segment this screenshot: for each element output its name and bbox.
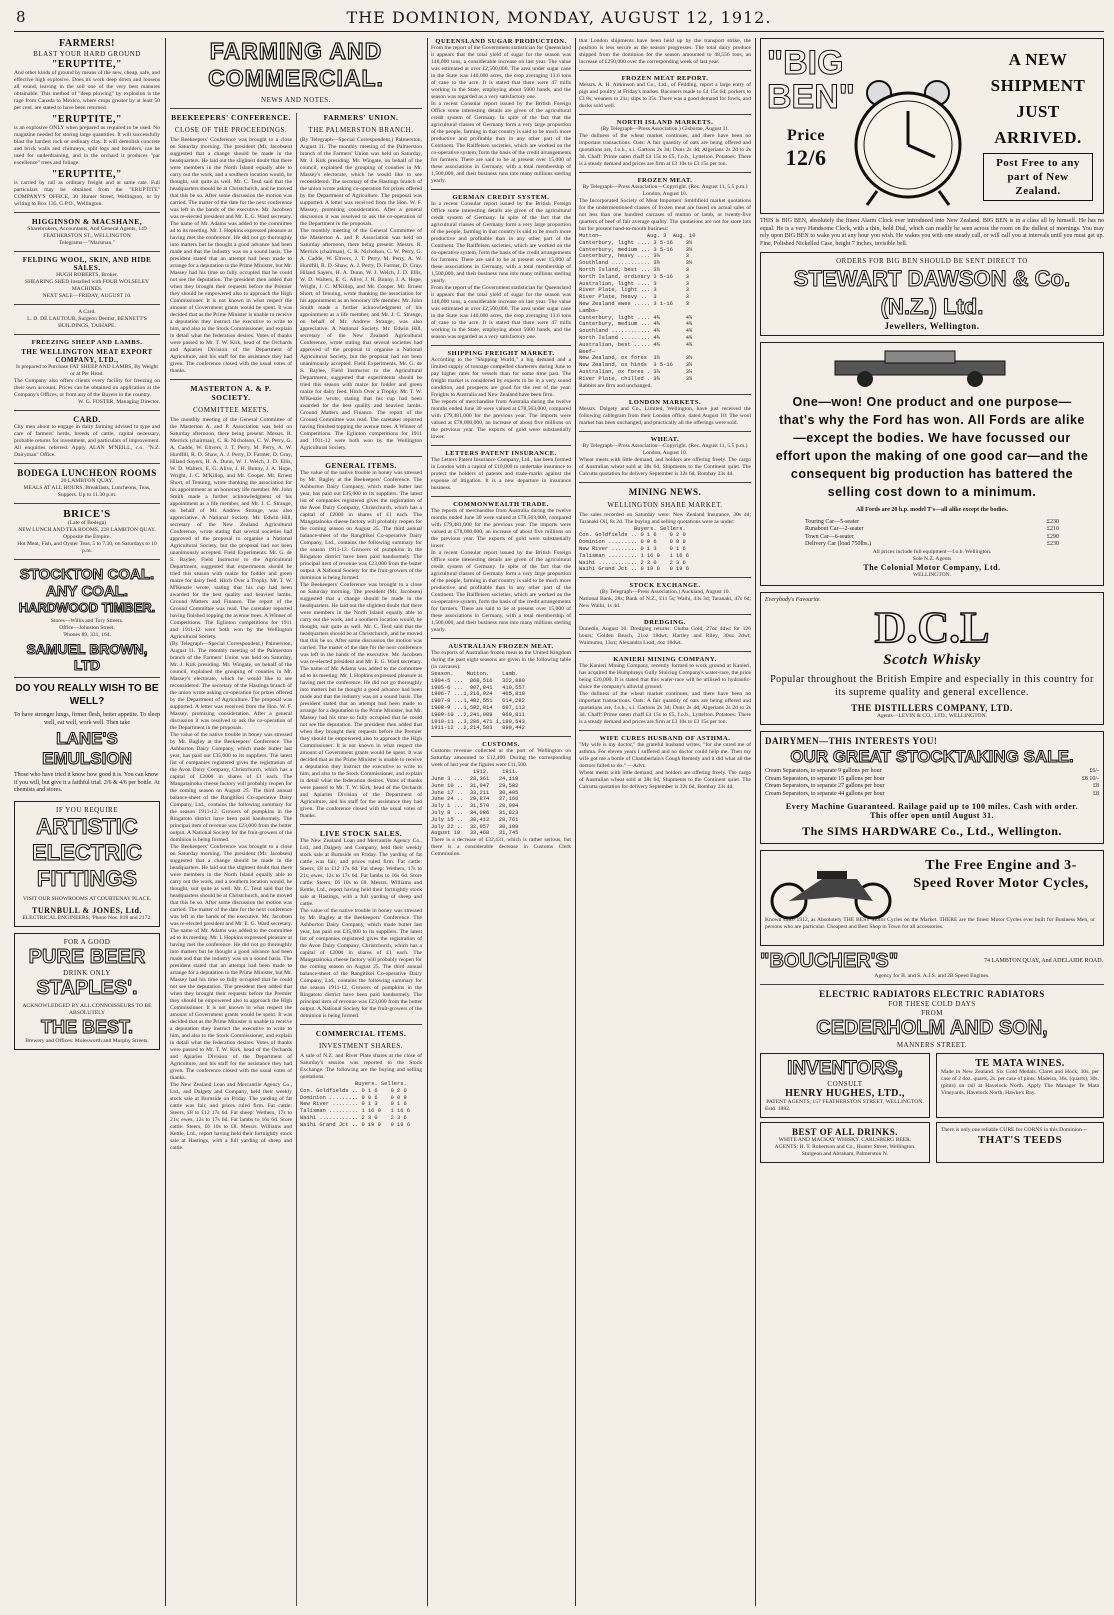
kanieri-body: The Kanieri Mining Company, recently formed to work ground at Kanieri, has acquired the Humphreys Gully Sluicing Company's water-race, the price being £20,000. It is stated that this water-race will be utilised to hydraulic-sluice the company's alluvial ground. bbox=[579, 663, 751, 691]
meat-export-body-2: The Company also offers clients every facility for freezing on their own account. Prices can be obtained on application at the Company's Offices, or from any of the Buyers in the country. bbox=[14, 378, 160, 398]
rover-body: Known since 1912, as Absolutely THE BEST Motor Cycles on the Market. THERE are the finest Motor Cycles ever built for Business Men, or persons who are particular. Cheapest and Best Shop in Town for all accessories. bbox=[765, 917, 1095, 930]
brewery-address: Brewery and Offices: Molesworth and Murphy Streets. bbox=[25, 1037, 149, 1044]
separator-row bbox=[765, 783, 1099, 791]
share-market-sub: WELLINGTON SHARE MARKET. bbox=[607, 500, 723, 509]
brices-body-2: Hot Meat, Fish, and Oyster Teas, 5 to 7.30, on Saturdays to 10 p.m. bbox=[17, 541, 157, 554]
bouchers-agency: Agency for B. and S. A.J.S. and 2B Speed Engines. bbox=[874, 973, 990, 979]
mining-news-heading: MINING NEWS. bbox=[628, 486, 702, 497]
stockton-coal: STOCKTON COAL. bbox=[19, 566, 155, 583]
colonial-motor-sub: WELLINGTON. bbox=[912, 571, 952, 578]
separator-price: £8 bbox=[1093, 783, 1099, 789]
general-items-heading: GENERAL ITEMS. bbox=[325, 461, 397, 470]
column-divider bbox=[427, 38, 428, 1606]
wheat-body: Wheat meets with little demand, and holders are offering freely. The cargo of Australian wheat sold at 38s 6d, Shipments to the Continent quiet. The Calcutta quotation for delivery September is 32s 6d, Bombay 33s 4d. bbox=[579, 456, 751, 477]
beekeepers-heading: BEEKEEPERS' CONFERENCE. bbox=[171, 113, 291, 122]
divider bbox=[14, 410, 160, 411]
frozen-meat-body: The Incorporated Society of Meat Importers' Smithfield market quotations for the undermentioned classes of frozen meat are based on actual sales of not less than one hundred carcases of mutton or lamb, or twenty-five quarters of beef of fair average quality. The quotations are not for store lots but for present hand-to-mouth business: bbox=[579, 198, 751, 232]
te-mata-body: Made in New Zealand. Six Gold Medals. Claret and Hock, 30s. per case of 2 doz. quarts, 2s. per case of pints. Madeira, 36s. (quarts), 30s. (pints) on rail at Havelock North. Apply The Manager Te Mata Vineyards, Havelock North, Hawke's Bay. bbox=[941, 1069, 1099, 1096]
price-box bbox=[771, 127, 841, 171]
white-mackay-ad bbox=[760, 1122, 930, 1163]
column-divider bbox=[575, 38, 576, 1606]
farming-right-subcolumn bbox=[300, 113, 422, 1606]
customs-table: 1912. 1911. June 3 ... 28,361 24,118 June 10 .. 31,047 29,582 June 17 .. 33,211 30,405 June 24 .. 29,874 27,166 July 1 ... 31,570 28,994 July 8 ... 34,086 31,823 July 15 .. 30,412 28,761 July 22 .. 32,957 30,109 August 10 33,468 31,745 bbox=[431, 769, 519, 837]
acknowledged-text: ACKNOWLEDGED BY ALL CONNOISSEURS TO BE ABSOLUTELY bbox=[22, 1002, 152, 1016]
ford-agents: Sole N.Z. Agents bbox=[912, 555, 952, 562]
masterton-body-cont-4: The New Zealand Loan and Mercantile Agency Co., Ltd., and Dalgety and Company, held their weekly stock sale at Burnside on Friday. The yarding of fat cattle was fair, and prices ruled firm. Fat cattle: Steers, £8 to £12 17s 6d. Fat sheep: Wethers, 17s to 21s; ewes, 12s to 17s 6d. Fat lambs to 16s 6d. Store cattle: Steers, £6 10s to £8. Messrs. Williams and Kettle, Ltd., report having held their fortnightly stock sale at Hastings, with a full yarding of sheep and cattle. bbox=[170, 1082, 292, 1151]
advertisements-column bbox=[760, 38, 1104, 1606]
separator-price: £6/- bbox=[1089, 768, 1099, 774]
divider bbox=[431, 496, 571, 497]
bodega-address: 20 LAMBTON QUAY. bbox=[60, 478, 114, 484]
mining-quotations-table: Buyers. Sellers. Con. Goldfields .. 0 1 6 0 2 0 Dominion ......... 0 0 6 0 0 9 New River ........ 0 1 3 0 1 6 Talisman ......... 1 16 0 1 16 6 Waihi ............ 2 3 0 2 3 6 Waihi Grand Jct .. 0 19 0 0 19 6 bbox=[579, 525, 689, 573]
customs-footer: There is a decrease of £32,431, which is rather serious, but there is a considerable decrease in Customs Clerk Commission. bbox=[431, 837, 571, 858]
divider bbox=[14, 212, 160, 213]
stock-exchange-heading: STOCK EXCHANGE. bbox=[629, 582, 701, 590]
farmers-subheading: BLAST YOUR HARD GROUND bbox=[33, 50, 141, 58]
feilding-broker: HUGH ROBERTS, Broker. bbox=[56, 272, 118, 278]
distillers-company: THE DISTILLERS COMPANY, LTD. bbox=[851, 703, 1013, 713]
masterton-sub: COMMITTEE MEETS. bbox=[192, 406, 270, 414]
ford-model-name: Town Car—6-seater bbox=[805, 533, 854, 540]
ford-model-price: £290 bbox=[1047, 533, 1059, 540]
fittings-text: FITTINGS bbox=[36, 865, 138, 891]
divider bbox=[579, 482, 751, 483]
offer-open: This offer open until August 31. bbox=[870, 811, 994, 820]
masthead bbox=[14, 6, 1104, 32]
separator-price: £8 bbox=[1093, 790, 1099, 797]
bouchers-name: "BOUCHER'S" bbox=[760, 950, 899, 972]
meat-export-body: Is prepared to Purchase FAT SHEEP AND LAMBS, By Weight or at Per Head. bbox=[16, 364, 158, 377]
ford-model-price: £210 bbox=[1047, 526, 1059, 532]
card2-heading: CARD. bbox=[73, 415, 101, 424]
bodega-body: MEALS AT ALL HOURS. Breakfasts, Luncheons, Teas, Suppers. Up to 11.30 p.m. bbox=[23, 485, 151, 498]
letters-patent-heading: LETTERS PATENT INSURANCE. bbox=[445, 450, 557, 457]
commercial-items-heading: COMMERCIAL ITEMS. bbox=[315, 1029, 407, 1038]
dcl-whisky-ad bbox=[760, 592, 1104, 726]
bodega-heading: BODEGA LUNCHEON ROOMS bbox=[17, 468, 157, 478]
live-stock-body-cont: The value of the native trouble in honey was stressed by Mr. Bagley at the Beekeepers' Conference. The Ashburton Dairy Company, which made butter last year, has paid out £35,000 to its suppliers. The latest list of companies registered gives the registration of the Avon Dairy Company, Christchurch, which has a capital of £2000 in shares of £1 each. The Mangatainoka cheese factory will probably reopen for the coming season on August 25. The third annual balance-sheet of the Rangitikei Co-operative Dairy Company, Ltd., contains the following summary for the season 1911-12. Growers of pumpkins in the Ringatoto district have been paid handsomely. The principal item of revenue was £23,000 from the butter output. A National Society for the fruit-growers of the dominion is being formed. bbox=[300, 908, 422, 1019]
live-stock-heading: LIVE STOCK SALES. bbox=[319, 829, 403, 838]
wife-cures-body-cont: Wheat meets with little demand, and holders are offering freely. The cargo of Australian wheat sold at 38s 6d, Shipments to the Continent quiet. The Calcutta quotation for delivery September is 32s 6d, Bombay 33s 4d. bbox=[579, 770, 751, 791]
german-credit-heading: GERMAN CREDIT SYSTEM. bbox=[452, 194, 550, 201]
dredging-heading: DREDGING. bbox=[644, 619, 686, 627]
divider bbox=[14, 334, 160, 335]
frozen-meat-footer: Rabbits are firm and unchanged. bbox=[579, 382, 652, 389]
subcolumn-divider bbox=[296, 113, 297, 1606]
card-body: L. D. DE LAUTOUR, Surgeon Dentist, BENNETT'S BUILDINGS, TAIHAPE. bbox=[27, 316, 147, 329]
next-sale: NEXT SALE—FRIDAY, AUGUST 16. bbox=[42, 293, 132, 299]
lanes-name: LANE'S bbox=[56, 729, 118, 748]
do-you-wish-heading: DO YOU REALLY WISH TO BE WELL? bbox=[15, 683, 159, 707]
price-value: 12/6 bbox=[785, 145, 827, 170]
divider bbox=[431, 445, 571, 446]
masterton-body-cont: (By Telegraph—Special Correspondent.) Palmerston, August 11. The monthly meeting of the Palmerston branch of the Farmers' Union was held on Saturday, Mr. J. Kirk presiding. Mr. Wingate, on behalf of the council, explained the grouping of counties in Mr. Massey's electorate, which he would like to see reconsidered. The secretary of the Hastings branch of the union wrote asking co-operation for prizes offered by the Department of Agriculture. The proposal was supported. A letter was received from the Hon. W. F. Massey, promising consideration. After a general discussion it was resolved to ask the co-operation of the Department in the proposals. bbox=[170, 641, 292, 731]
live-stock-body: The New Zealand Loan and Mercantile Agency Co., Ltd., and Dalgety and Company, held their weekly stock sale at Burnside on Friday. The yarding of fat cattle was fair, and prices ruled firm. Fat cattle: Steers, £8 to £12 17s 6d. Fat sheep: Wethers, 17s to 21s; ewes, 12s to 17s 6d. Fat lambs to 16s 6d. Store cattle: Steers, £6 10s to £8. Messrs. Williams and Kettle, Ltd., report having held their fortnightly stock sale at Hastings, with a full yarding of sheep and cattle. bbox=[300, 838, 422, 907]
staples-beer-ad bbox=[14, 933, 160, 1050]
bouchers-block bbox=[760, 950, 1104, 973]
column-divider bbox=[755, 38, 756, 1606]
divider bbox=[760, 984, 1104, 985]
divider bbox=[14, 677, 160, 678]
visit-showrooms: VISIT OUR SHOWROOMS AT COURTENAY PLACE. bbox=[22, 895, 152, 902]
frozen-meat-report-body: Messrs. A. H. Aitkinson and Co., Ltd., of Feilding, report a large entry of pigs and poultry at Friday's market. Baconers made to £4 15s 6d; porkers to £3 8s; weaners to 21s; slips to 35s. There was a good demand for fowls, and ducks sold well. bbox=[579, 82, 751, 109]
stewart-dawson-name: STEWART DAWSON & Co. (N.Z.) Ltd. bbox=[793, 266, 1071, 319]
card-heading: A Card. bbox=[78, 309, 96, 315]
separator-name: Cream Separators, to separate 27 gallons per hour bbox=[765, 783, 885, 789]
henry-hughes-name: HENRY HUGHES, LTD., bbox=[785, 1088, 905, 1099]
divider bbox=[300, 824, 422, 825]
ford-model-list bbox=[805, 519, 1059, 549]
shipping-freight-body: According to the "Shipping World," a big demand and a limited supply of tonnage compelled charterers during June to pay higher rates for vessels than for some time past. The freight market is considered by experts to be in a very sound condition, and prospects are good for the rest of the year. Freights to Australia and New Zealand have been firm. bbox=[431, 357, 571, 398]
customs-body: Customs revenue collected at the port of Wellington on Saturday amounted to £12,400. During the corresponding week of last year the figures were £11,500. bbox=[431, 748, 571, 769]
separator-name: Cream Separators, to separate 9 gallons per hour bbox=[765, 768, 882, 774]
farmers-union-heading: FARMERS' UNION. bbox=[323, 113, 399, 122]
brices-heading: BRICE'S bbox=[63, 508, 111, 520]
separator-price: £8 10/- bbox=[1081, 775, 1099, 782]
ford-model-row bbox=[805, 534, 1059, 542]
big-ben-ad bbox=[760, 38, 1104, 214]
radiators-heading: ELECTRIC RADIATORS ELECTRIC RADIATORS bbox=[819, 989, 1045, 999]
shipping-freight-heading: SHIPPING FREIGHT MARKET. bbox=[447, 350, 555, 357]
commercial-items-body: A sale of N.Z. and River Plate shares at the close of Saturday's session was reported to the Stock Exchange. The following are the buying and selling quotations. bbox=[300, 1053, 422, 1080]
patent-agents: PATENT AGENTS, 157 FEATHERSTON STREET, WELLINGTON. bbox=[766, 1099, 924, 1105]
free-engine-heading: The Free Engine and 3-Speed Rover Motor Cycles, bbox=[913, 858, 1089, 891]
alarm-clock-icon bbox=[847, 79, 969, 209]
divider bbox=[14, 463, 160, 464]
teeds-ad bbox=[936, 1122, 1104, 1163]
frozen-meat-sub: By Telegraph—Press Association—Copyright. (Rec. August 11, 5.5 p.m.) London, August 10. bbox=[582, 184, 748, 197]
higginson-sub: Sharebrokers, Accountants, And General Agents, 149 FEATHERSTON ST., WELLINGTON bbox=[27, 226, 147, 239]
kanieri-body-cont: The dullness of the wheat market continues, and there have been no important transactions. Oats: A fair quantity of oats are being offered and quotations are, f.o.b., s.i. Gartons 2s 3d; Duns 2s 4d; Algerians 2s 2d to 2s 3d. Chaff: Prime oaten chaff £4 15s to £5, f.o.b., Lyttelton. Potatoes: There is a steady demand and prices are firm at £3 10s to £3 15s per ton. bbox=[579, 691, 751, 726]
divider bbox=[14, 304, 160, 305]
teeds-name: THAT'S TEEDS bbox=[977, 1134, 1063, 1146]
stocktaking-sale: OUR GREAT STOCKTAKING SALE. bbox=[790, 747, 1074, 766]
farming-left-subcolumn bbox=[170, 113, 292, 1606]
dcl-agents: Agents—LEVIN & CO., LTD., WELLINGTON. bbox=[876, 713, 988, 719]
higginson-heading: HIGGINSON & MACSHANE, bbox=[31, 217, 143, 226]
electric-fittings-ad bbox=[14, 801, 160, 927]
section-headline: FARMING AND COMMERCIAL. bbox=[208, 38, 384, 91]
markets-column bbox=[579, 38, 751, 1606]
dairymen-heading: DAIRYMEN—THIS INTERESTS YOU! bbox=[765, 736, 938, 746]
customs-heading: CUSTOMS. bbox=[482, 741, 520, 749]
farmers-heading: FARMERS! bbox=[58, 38, 116, 49]
inventors-heading: INVENTORS, bbox=[787, 1058, 903, 1079]
divider bbox=[431, 189, 571, 190]
henry-hughes-ad bbox=[760, 1053, 930, 1118]
north-island-markets-heading: NORTH ISLAND MARKETS. bbox=[616, 119, 714, 126]
eruptite-name: "ERUPTITE," bbox=[51, 59, 123, 70]
divider bbox=[579, 577, 751, 578]
meat-export-signature: W. G. FOSTER, Managing Director. bbox=[78, 399, 160, 405]
turnbull-sub: ELECTRICAL ENGINEERS, 'Phone Nos. 818 and 2172. bbox=[22, 914, 152, 921]
big-ben-title-2: BEN" bbox=[767, 78, 855, 116]
general-items-body: The value of the native trouble in honey was stressed by Mr. Bagley at the Beekeepers' Conference. The Ashburton Dairy Company, which made butter last year, has paid out £35,000 to its suppliers. The latest list of companies registered gives the registration of the Avon Dairy Company, Christchurch, which has a capital of £2000 in shares of £1 each. The Mangatainoka cheese factory will probably reopen for the coming season on August 25. The third annual balance-sheet of the Rangitikei Co-operative Dairy Company, Ltd., contains the following summary for the season 1911-12. Growers of pumpkins in the Ringatoto district have been paid handsomely. The principal item of revenue was £23,000 from the butter output. A National Society for the fruit-growers of the dominion is being formed. bbox=[300, 470, 422, 581]
samuel-brown: SAMUEL BROWN, LTD bbox=[26, 641, 148, 673]
divider bbox=[579, 431, 751, 432]
general-items-body-cont: The Beekeepers' Conference was brought to a close on Saturday morning. The president (Mr. Jacobsen) suggested that a change should be made in the headquarters. He laid out the slightest doubt that there were members in the North Island equally able to carry out the work, and a southern location would, he thought, suit quite as well. Mr. C. Tesd said that the headquarters should be at Christchurch, and he moved that this be so. After some discussion the motion was carried. The matter of the date for the next conference was left in the hands of the executive. Mr. Jacobsen was re-elected president and Mr. E. G. Ward secretary. The name of Mr. Adams was added to the committee ad to its meeting. Mr. I. Hopkins expressed pleasure at having met the conference. He did not go thoroughly into matters but he thought a good advance had been made and that the industry was on a sound basis. The president stated that an attempt had been made to arrange for a deputation to the Prime Minister, but Mr. Massey had his time so fully occupied that he could not see the deputation. The president then added that when they brought their requests before the Premier they should be empowered also to approach the High Commissioner. It is not known in what respect the amount of Government grants would be spent. It was decided that as the Prime Minister is unable to receive a deputation they instruct the executive to write to him, and also to the Stock Commissioner, and explain in detail what the federation desires. Votes of thanks were passed to Mr. T. W. Kirk, head of the Orchards and Apiaries Division of the Department of Agriculture, and his staff for the assistance they had given. The conference closed with the usual votes of thanks. bbox=[300, 582, 422, 819]
wife-cures-heading: WIFE CURES HUSBAND OF ASTHMA. bbox=[599, 735, 731, 743]
german-credit-body: In a recent Consular report issued by the British Foreign Office some interesting details are given of the agricultural credit system of Germany. In spite of the fact that the agricultural classes of Germany form a very large proportion of the people, farming in that country is said to be much more productive and profitable than in any other part of the Continent. The Raiffeisen societies, which are worked on the co-operative system, form the basis of the credit arrangements for farmers. There are said to be at present over 15,000 of these associations in Germany, with a total membership of 1,500,000, and their business runs into many millions sterling yearly. bbox=[431, 201, 571, 284]
for-a-good: FOR A GOOD bbox=[63, 937, 111, 946]
beekeepers-sub: CLOSE OF THE PROCEEDINGS. bbox=[174, 126, 288, 134]
jewellers-line: Jewellers, Wellington. bbox=[884, 321, 980, 331]
queensland-sugar-body-cont: In a recent Consular report issued by the British Foreign Office some interesting details are given of the agricultural credit system of Germany. In spite of the fact that the agricultural classes of Germany form a very large proportion of the people, farming in that country is said to be much more productive and profitable than in any other part of the Continent. The Raiffeisen societies, which are worked on the co-operative system, form the basis of the credit arrangements for farmers. There are said to be at present over 15,000 of these associations in Germany, with a total membership of 1,500,000, and their business runs into many millions sterling yearly. bbox=[431, 101, 571, 184]
lanes-body: Those who have tried it know how good it is. You can know if you will, but give it a faithful trial. 2/6 & 4/6 per bottle. At chemists and stores. bbox=[14, 772, 160, 793]
divider bbox=[14, 251, 160, 252]
bottom-ads-row bbox=[760, 1053, 1104, 1118]
any-coal: ANY COAL. bbox=[45, 583, 129, 600]
ford-model-price: £230 bbox=[1047, 518, 1059, 525]
sims-hardware-name: The SIMS HARDWARE Co., Ltd., Wellington. bbox=[802, 824, 1062, 838]
big-ben-body: THIS is BIG BEN, absolutely the finest Alarm Clock ever introduced into New Zealand. BIG BEN is in a class all by himself. He has no equal. He is a very Handsome Clock, with a thin, bold Dial, which can readily be seen across the room on the dullest of mornings. You may rely upon BIG BEN to wake you at any hour you wish. He wakes you with one steady call, or will call you at intervals until you must get up. Fine, Polished Nickelled Case, height 7 inches, invisible bell. bbox=[760, 218, 1104, 247]
ford-ad bbox=[760, 342, 1104, 586]
ford-footer: All prices include full equipment—f.o.b. Wellington. bbox=[872, 548, 992, 555]
new-shipment: A NEW SHIPMENT JUST ARRIVED. bbox=[990, 50, 1086, 147]
eruptite-body-2: is an explosive ONLY when prepared as required to be used. No magazine needed for storing large quantities. It will successfully blast the hardest rock or ordinary clay. It will demolish concrete and brick walls and chimneys, split logs and boulders, can be used for underdraining, and in the orchard it produces "par excellence" trees and foliage. bbox=[14, 125, 160, 166]
rover-motorcycle-ad bbox=[760, 850, 1104, 946]
section-subhead: NEWS AND NOTES. bbox=[261, 96, 331, 104]
divider bbox=[14, 559, 160, 560]
dcl-body: Popular throughout the British Empire and especially in this country for its supreme quality and general excellence. bbox=[770, 674, 1094, 698]
wife-cures-body: "My wife is my doctor," the grateful husband writes, "for she cured me of asthma. For eleven years I suffered and no doctor could help me. Then my wife got me a bottle of Chamberlain's Cough Remedy and it did what all the doctors failed to do." —Advt. bbox=[579, 742, 751, 770]
divider bbox=[170, 108, 422, 109]
separator-row bbox=[765, 791, 1099, 799]
smithfield-quotations-table: Mutton— Aug. 3 Aug. 10 Canterbury, light .... 3 5-16 3½ Canterbury, medium ... 3 5-16 3½ Canterbury, heavy .... 3¼ 3 Southland ............ 3½ 3½ North Island, best ... 3½ 3 North Island, ordinary 3 5-16 3 Australian, light .... 3 3 River Plate, light ... 3 3 River Plate, heavy .. 3 3 New Zealand ewes ..... 3 1-16 3 Lambs— Canterbury, light .... 4¾ 4¾ Canterbury, medium ... 4¾ 4¾ Southland ............ 4¾ 4¾ North Island ......... 4¾ 4¾ Australian, best ..... 4¾ 4¾ Beef— New Zealand, ox fores 3½ 3½ New Zealand, ox hinds 3 5-16 3½ Australian, ox fores . 3¼ 3¼ River Plate, chilled . 3¾ 3¾ bbox=[579, 233, 696, 382]
masterton-body-cont-2: The value of the native trouble in honey was stressed by Mr. Bagley at the Beekeepers' Conference. The Ashburton Dairy Company, which made butter last year, has paid out £35,000 to its suppliers. The latest list of companies registered gives the registration of the Avon Dairy Company, Christchurch, which has a capital of £2000 in shares of £1 each. The Mangatainoka cheese factory will probably reopen for the coming season on August 25. The third annual balance-sheet of the Rangitikei Co-operative Dairy Company, Ltd., contains the following summary for the season 1911-12. Growers of pumpkins in the Ringatoto district have been paid handsomely. The principal item of revenue was £23,000 from the butter output. A National Society for the fruit-growers of the dominion is being formed. bbox=[170, 732, 292, 843]
masterton-body-cont-3: The Beekeepers' Conference was brought to a close on Saturday morning. The president (Mr. Jacobsen) suggested that a change should be made in the headquarters. He laid out the slightest doubt that there were members in the North Island equally able to carry out the work, and a southern location would, he thought, suit quite as well. Mr. C. Tesd said that the headquarters should be at Christchurch, and he moved that this be so. After some discussion the motion was carried. The matter of the date for the next conference was left in the hands of the executive. Mr. Jacobsen was re-elected president and Mr. E. G. Ward secretary. The name of Mr. Adams was added to the committee ad to its meeting. Mr. I. Hopkins expressed pleasure at having met the conference. He did not go thoroughly into matters but he thought a good advance had been made and that the industry was on a sound basis. The president stated that an attempt had been made to arrange for a deputation to the Prime Minister, but Mr. Massey had his time so fully occupied that he could not see the deputation. The president then added that when they brought their requests before the Premier they should be empowered also to approach the High Commissioner. It is not known in what respect the amount of Government grants would be spent. It was decided that as the Prime Minister is unable to receive a deputation they instruct the executive to write to him, and also to the Stock Commissioner, and explain in detail what the federation desires. Votes of thanks were passed to Mr. T. W. Kirk, head of the Orchards and Apiaries Division of the Department of Agriculture, and his staff for the assistance they had given. The conference closed with the usual votes of thanks. bbox=[170, 844, 292, 1081]
north-island-markets-body: The dullness of the wheat market continues, and there have been no important transactions. Oats: A fair quantity of oats are being offered and quotations are, f.o.b., s.i. Gartons 2s 3d; Duns 2s 4d; Algerians 2s 2d to 2s 3d. Chaff: Prime oaten chaff £4 15s to £5, f.o.b., Lyttelton. Potatoes: There is a steady demand and prices are firm at £3 10s to £3 15s per ton. bbox=[579, 133, 751, 167]
sims-hardware-ad bbox=[760, 731, 1104, 844]
wheat-heading: WHEAT. bbox=[650, 435, 680, 443]
german-credit-body-cont: From the report of the Government statistician for Queensland it appears that the total yield of sugar for the season was 148,000 tons, a considerable increase on last year. The value was estimated at over £2,500,000. The area under sugar cane in the State was 140,000 acres, the crop averaging 13.6 tons of cane to the acre. It is stated that there were 47 mills working in the State, employing about 5000 hands, and the season was regarded as a very satisfactory one. bbox=[431, 285, 571, 340]
hardwood-timber: HARDWOOD TIMBER. bbox=[18, 600, 156, 615]
divider bbox=[579, 394, 751, 395]
london-markets-heading: LONDON MARKETS. bbox=[628, 398, 702, 406]
freezing-heading: FREEZING SHEEP AND LAMBS. bbox=[31, 339, 143, 346]
the-best: THE BEST. bbox=[40, 1016, 133, 1037]
divider bbox=[579, 114, 751, 115]
stock-exchange-sub: (By Telegraph—Press Association.) Auckland, August 10. bbox=[599, 589, 730, 596]
post-free: Post Free to any part of New Zealand. bbox=[983, 153, 1093, 201]
page-number: 8 bbox=[16, 8, 26, 26]
dairy-continued-body: that London shipments have been held up by the transport strike, the position is less secure as the season progresses. The total dairy produce shipped from the dominion for the season amounted to 48,556 tons, an increase of £250,000 over the corresponding week of last year. bbox=[579, 38, 751, 65]
divider bbox=[170, 379, 292, 380]
if-you-require: IF YOU REQUIRE bbox=[56, 805, 118, 814]
column-divider bbox=[165, 38, 166, 1606]
separator-row bbox=[765, 776, 1099, 784]
separator-row bbox=[765, 768, 1099, 776]
queensland-sugar-heading: QUEENSLAND SUGAR PRODUCTION. bbox=[435, 38, 567, 45]
divider bbox=[300, 1024, 422, 1025]
ford-model-row bbox=[805, 526, 1059, 534]
staples-name: STAPLES'. bbox=[36, 976, 138, 999]
scotch-whisky: Scotch Whisky bbox=[883, 652, 981, 668]
turnbull-jones: TURNBULL & JONES, Ltd. bbox=[32, 905, 142, 915]
commercial-news-column bbox=[431, 38, 571, 1606]
divider bbox=[431, 736, 571, 737]
dredging-body: Dunedin, August 10. Dredging returns: Clutha Gold, 27oz 4dwt for 126 hours; Golden Beach, 21oz 18dwt; Hartley and Riley, 30oz 2dwt; Waimumu, 13oz; Alexandra Lead, 4oz 18dwt. bbox=[579, 626, 751, 647]
divider bbox=[14, 503, 160, 504]
stewart-dawson-ad bbox=[760, 252, 1104, 336]
everybodys-favourite: Everybody's Favourite. bbox=[765, 596, 821, 603]
cold-days: FOR THESE COLD DAYS bbox=[888, 1000, 976, 1008]
te-mata-ad bbox=[936, 1053, 1104, 1118]
divider bbox=[579, 651, 751, 652]
shipping-freight-body-cont: The reports of merchandise from Australia during the twelve months ended June 30 were valued at £78,563,000, compared with £79,481,000 for the previous year. The imports were valued at £78,000,000, an increase of about five millions on the previous year. The exports of gold were substantially lower. bbox=[431, 399, 571, 440]
eruptite-body-3: is carried by rail as ordinary freight and at same rate. Full particulars may be obtained from the "ERUPTITE" COMPANY'S OFFICE, 30 Hunter Street, Wellington, or by writing to Box 135, G.P.O., Wellington. bbox=[14, 180, 160, 207]
share-quotations-table: Buyers. Sellers. Con. Goldfields .. 0 1 6 0 2 0 Dominion ......... 0 0 6 0 0 9 New River ........ 0 1 3 0 1 6 Talisman ......... 1 16 0 1 16 6 Waihi ............ 2 3 0 2 3 6 Waihi Grand Jct .. 0 19 0 0 19 6 bbox=[300, 1081, 410, 1128]
cederholm-name: CEDERHOLM AND SON, bbox=[816, 1017, 1048, 1039]
pure-beer: PURE BEER bbox=[28, 945, 146, 968]
farmers-union-body-cont: The monthly meeting of the General Committee of the Masterton A. and P. Association was held on Saturday afternoon, there being present: Messrs. R. Merrick (chairman), C. R. Nicholson, C. W. Perry, G. A. Cadde, W. Eltvers, J. T. Perry, M. Perry, A. W. Hurdfill, R. D. Shaw, A. J. Perry, D. Farmer, D. Gray, Hiland Sayers, H. A. Dunn, W. J. Welch, J. D. Ellis, W. D. Walters, E. G. Alive, J. H. Bunny, J. A. Hope, Wright, J. C. M'Killop, and Mr. Cooper. Mr. Ernest Short, of Tenuing, wrote thanking the association for his appointment as an honorary life member. Mr. John Smith made a further acknowledgment of his appointment as a life member, and Mr. J. C. Strange, on behalf of Mr. Andrew Strange, was also appreciative. A National Society. Mr. Edwin Hill, secretary of the New Zealand Agricultural Conference, wrote stating that several societies had approved of the proposal to organise a National Agricultural Society, but the proposal had not been unanimously accepted. Field Experiments. Mr. G. de S. Baylee, Field Instructor to the Agricultural Department, suggested that experiments should be tried this season with maize for fodder and green maize for dairy feed. Hitch Over a Trophy. Mr. T. W. M'Kenzie wrote, stating that his cup had been awarded for the best quality and heaviest lambs. Ground Matters and Finance. The report of the Ground Committee was read. The caretaker reported having finished topping the avenue trees. A Winner of Competitions. The Eglinton competitions for 1911 and 1911-12 were both won by the Wellington Agricultural Society. bbox=[300, 228, 422, 451]
farmers-union-body: (By Telegraph—Special Correspondent.) Palmerston, August 11. The monthly meeting of the Palmerston branch of the Farmers' Union was held on Saturday, Mr. J. Kirk presiding. Mr. Wingate, on behalf of the council, explained the grouping of counties in Mr. Massey's electorate, which he would like to see reconsidered. The secretary of the Hastings branch of the union wrote asking co-operation for prizes offered by the Department of Agriculture. The proposal was supported. A letter was received from the Hon. W. F. Massey, promising consideration. After a general discussion it was resolved to ask the co-operation of the Department in the proposals. bbox=[300, 137, 422, 227]
brices-sub: (Late of Bodega) bbox=[67, 520, 107, 526]
phone-numbers: 'Phones 89, 331, 164. bbox=[63, 632, 111, 638]
white-mackay-agents: AGENTS: H. T. Robertson and Co., Hunter Street, Wellington. Sturgeon and Abraham, Palmerston N. bbox=[774, 1144, 916, 1157]
frozen-meat-report-heading: FROZEN MEAT REPORT. bbox=[621, 75, 709, 82]
farming-subcolumns bbox=[170, 113, 422, 1606]
consult-label: CONSULT bbox=[827, 1080, 863, 1088]
ford-model-row bbox=[805, 519, 1059, 527]
kanieri-heading: KANIERI MINING COMPANY. bbox=[613, 656, 717, 664]
farming-commercial-section bbox=[170, 38, 422, 1606]
share-market-body: The sales recorded on Saturday were: New Zealand Insurance, 30s 4d; Taranaki Oil, 8s 2d. The buying and selling quotations were as under: bbox=[579, 511, 751, 525]
white-mackay-line: WHITE AND MACKAY WHISKY. CARLSBERG BEER. bbox=[778, 1137, 912, 1143]
frozen-meat-heading: FROZEN MEAT. bbox=[637, 177, 693, 184]
north-island-markets-sub: (By Telegraph—Press Association.) Gisborne, August 11. bbox=[600, 126, 730, 132]
queensland-sugar-body: From the report of the Government statistician for Queensland it appears that the total yield of sugar for the season was 148,000 tons, a considerable increase on last year. The value was estimated at over £2,500,000. The area under sugar cane in the State was 140,000 acres, the crop averaging 13.6 tons of cane to the acre. It is stated that there were 47 mills working in the State, employing about 5000 hands, and the season was regarded as a very satisfactory one. bbox=[431, 45, 571, 100]
orders-line: ORDERS FOR BIG BEN SHOULD BE SENT DIRECT TO bbox=[836, 257, 1028, 265]
divider bbox=[579, 730, 751, 731]
brices-body: NEW LUNCH AND TEA ROOMS, 228 LAMBTON QUAY. Opposite the Empire. bbox=[18, 527, 156, 540]
bouchers-address: 74 LAMBTON QUAY, And ADELAIDE ROAD. bbox=[984, 957, 1104, 964]
ford-model-name: Touring Car—5-seater bbox=[805, 518, 860, 525]
stock-exchange-body: National Bank, 28s; Bank of N.Z., £11 5s; Waihi, 43s 3d; Taranaki, 47s 6d; New Waihi, 1s 4d. bbox=[579, 596, 751, 610]
farmers-union-sub: THE PALMERSTON BRANCH. bbox=[308, 126, 414, 134]
emulsion-name: EMULSION bbox=[42, 749, 132, 768]
established: Estd. 1882. bbox=[765, 1106, 791, 1112]
lanes-intro: To have stronger lungs, firmer flesh, better appetite. To sleep well, eat well, work well. Then take bbox=[14, 712, 160, 726]
from-label: FROM bbox=[921, 1009, 943, 1017]
classifieds-column bbox=[14, 38, 160, 1606]
ford-body: One—won! One product and one purpose—that's why the Ford has won. All Fords are alike—except the bodies. We have focussed our effort upon the making of one good car—and the consequent big production has battered the selling cost down to a minimum. bbox=[775, 395, 1089, 499]
meat-export-heading: THE WELLINGTON MEAT EXPORT COMPANY, LTD., bbox=[21, 348, 153, 364]
stores-address: Stores—Willis and Tory Streets. bbox=[50, 618, 124, 624]
card2-body: City men about to engage in dairy farming advised to type and care of farmers' herds, breeds of cattle, capital necessary, probable returns for investment, and particulars of improvement. All enquiries referred. Apply ALAN M'NEILL, c.o. "N.Z. Dairyman" Office. bbox=[14, 424, 160, 458]
divider bbox=[431, 345, 571, 346]
commonwealth-trade-heading: COMMONWEALTH TRADE. bbox=[453, 501, 549, 508]
price-label: Price bbox=[786, 127, 826, 144]
commonwealth-trade-body: The reports of merchandise from Australia during the twelve months ended June 30 were valued at £78,563,000, compared with £79,481,000 for the previous year. The imports were valued at £78,000,000, an increase of about five millions on the previous year. The exports of gold were substantially lower. bbox=[431, 508, 571, 549]
beekeepers-body: The Beekeepers' Conference was brought to a close on Saturday morning. The president (Mr. Jacobsen) suggested that a change should be made in the headquarters. He laid out the slightest doubt that there were members in the North Island equally able to carry out the work, and a southern location would, he thought, suit quite as well. Mr. C. Tesd said that the headquarters should be at Christchurch, and he moved that this be so. After some discussion the motion was carried. The matter of the date for the next conference was left in the hands of the executive. Mr. Jacobsen was re-elected president and Mr. E. G. Ward secretary. The name of Mr. Adams was added to the committee ad to its meeting. Mr. I. Hopkins expressed pleasure at having met the conference. He did not go thoroughly into matters but he thought a good advance had been made and that the industry was on a sound basis. The president stated that an attempt had been made to arrange for a deputation to the Prime Minister, but Mr. Massey had his time so fully occupied that he could not see the deputation. The president then added that when they brought their requests before the Premier they should be empowered also to approach the High Commissioner. It is not known in what respect the amount of Government grants would be spent. It was decided that as the Prime Minister is unable to receive a deputation they instruct the executive to write to him, and also to the Stock Commissioner, and explain in detail what the federation desires. Votes of thanks were passed to Mr. T. W. Kirk, head of the Orchards and Apiaries Division of the Department of Agriculture, and his staff for the assistance they had given. The conference closed with the usual votes of thanks. bbox=[170, 137, 292, 374]
masterton-body: The monthly meeting of the General Committee of the Masterton A. and P. Association was held on Saturday afternoon, there being present: Messrs. R. Merrick (chairman), C. R. Nicholson, C. W. Perry, G. A. Cadde, W. Eltvers, J. T. Perry, M. Perry, A. W. Hurdfill, R. D. Shaw, A. J. Perry, D. Farmer, D. Gray, Hiland Sayers, H. A. Dunn, W. J. Welch, J. D. Ellis, W. D. Walters, E. G. Alive, J. H. Bunny, J. A. Hope, Wright, J. C. M'Killop, and Mr. Cooper. Mr. Ernest Short, of Tenuing, wrote thanking the association for his appointment as an honorary life member. Mr. John Smith made a further acknowledgment of his appointment as a life member, and Mr. J. C. Strange, on behalf of Mr. Andrew Strange, was also appreciative. A National Society. Mr. Edwin Hill, secretary of the New Zealand Agricultural Conference, wrote stating that several societies had approved of the proposal to organise a National Agricultural Society, but the proposal had not been unanimously accepted. Field Experiments. Mr. G. de S. Baylee, Field Instructor to the Agricultural Department, suggested that experiments should be tried this season with maize for fodder and green maize for dairy feed. Hitch Over a Trophy. Mr. T. W. M'Kenzie wrote, stating that his cup had been awarded for the best quality and heaviest lambs. Ground Matters and Finance. The report of the Ground Committee was read. The caretaker reported having finished topping the avenue trees. A Winner of Competitions. The Eglinton competitions for 1911 and 1911-12 were both won by the Wellington Agricultural Society. bbox=[170, 417, 292, 640]
australian-frozen-heading: AUSTRALIAN FROZEN MEAT. bbox=[448, 643, 554, 650]
divider bbox=[579, 614, 751, 615]
electric-text: ELECTRIC bbox=[32, 839, 142, 865]
divider bbox=[579, 70, 751, 71]
eruptite-name-2: "ERUPTITE," bbox=[51, 114, 123, 125]
motorcycle-icon bbox=[767, 861, 897, 921]
separator-name: Cream Separators, to separate 44 gallons per hour bbox=[765, 790, 885, 797]
bottom-ads-row-2 bbox=[760, 1122, 1104, 1163]
artistic-text: ARTISTIC bbox=[36, 813, 138, 839]
teeds-body: There is only one reliable CURE for CORNS in this Dominion— bbox=[941, 1127, 1088, 1133]
divider bbox=[300, 456, 422, 457]
colonial-motor: The Colonial Motor Company, Ltd. bbox=[863, 562, 1001, 572]
eruptite-body: And other kinds of ground by means of the new, cheap, safe, and effective high explosive. Does its work deep down and loosens all round, leaving in the soil one of the very best manures obtainable. This method of "deep plowing" by explosion is the rage from Canada to Mexico, where crops greater by at least 50 per cent. are stated to have been returned. bbox=[14, 70, 160, 111]
ford-price-line: All Fords are 20 h.p. model T's—all alike except the bodies. bbox=[856, 507, 1008, 513]
masterton-heading: MASTERTON A. & P. SOCIETY. bbox=[190, 384, 272, 402]
divider bbox=[431, 638, 571, 639]
investment-shares-sub: INVESTMENT SHARES. bbox=[319, 1042, 403, 1050]
manners-street: MANNERS STREET. bbox=[896, 1041, 968, 1049]
letters-patent-body: The Letters Patent Insurance Company, Ltd., has been formed in London with a capital of £10,000 to undertake insurance to protect the holders of patents and trade-marks against the expense of litigation. It is a new departure in insurance business. bbox=[431, 457, 571, 491]
big-ben-title-1: "BIG bbox=[767, 44, 844, 82]
london-markets-body: Messrs. Dalgety and Co., Limited, Wellington, have just received the following cablegram from their London office, dated August 10: The wool market has been unchanged, and practically all the offerings were sold. bbox=[579, 405, 751, 426]
ford-model-name: Runabout Car—2-seater bbox=[805, 526, 864, 532]
ford-car-icon bbox=[775, 349, 1075, 389]
ford-model-price: £230 bbox=[1047, 541, 1059, 547]
wheat-sub: By Telegraph—Press Association—Copyright. (Rec. August 11, 5.5 p.m.) London, August 10. bbox=[582, 442, 748, 456]
machine-guaranteed: Every Machine Guaranteed. Railage paid up to 100 miles. Cash with order. bbox=[785, 802, 1079, 811]
eruptite-name-3: "ERUPTITE," bbox=[51, 169, 123, 180]
ford-model-name: Delivery Car (load 750lbs.) bbox=[805, 541, 871, 547]
frozen-meat-table: Season. Mutton. Lamb. 1904-5 ... 868,516 322,880 1905-6 ... 907,841 419,557 1906-7 ...1,216,024 405,819 1907-8 ...1,482,551 614,282 1908-9 ...1,592,814 697,113 1909-10 ..2,241,909 960,811 1910-11 ..3,286,471 1,180,543 1911-12 ..2,214,503 899,442 bbox=[431, 671, 525, 732]
newspaper-title: THE DOMINION, MONDAY, AUGUST 12, 1912. bbox=[346, 8, 772, 27]
higginson-telegrams: Telegrams—"Marsman." bbox=[59, 240, 115, 246]
shearing-shed: SHEARING SHED Installed with FOUR WOLSELEY MACHINES. bbox=[24, 279, 150, 292]
separator-name: Cream Separators, to separate 15 gallons per hour bbox=[765, 775, 885, 782]
dcl-logo: D.C.L bbox=[874, 603, 990, 652]
commonwealth-trade-body-cont: In a recent Consular report issued by the British Foreign Office some interesting details are given of the agricultural credit system of Germany. In spite of the fact that the agricultural classes of Germany form a very large proportion of the people, farming in that country is said to be much more productive and profitable than in any other part of the Continent. The Raiffeisen societies, which are worked on the co-operative system, form the basis of the credit arrangements for farmers. There are said to be at present over 15,000 of these associations in Germany, with a total membership of 1,500,000, and their business runs into many millions sterling yearly. bbox=[431, 550, 571, 633]
australian-frozen-body: The exports of Australian frozen meat to the United Kingdom during the past eight seasons are given in the following table (in carcases): bbox=[431, 650, 571, 670]
office-address: Office—Johnston Street. bbox=[59, 625, 115, 631]
te-mata-heading: TE MATA WINES. bbox=[975, 1058, 1065, 1069]
feilding-sale-heading: FELDING WOOL, SKIN, AND HIDE SALES. bbox=[22, 256, 152, 272]
drink-only: DRINK ONLY bbox=[63, 968, 111, 977]
divider bbox=[579, 172, 751, 173]
ford-model-row bbox=[805, 541, 1059, 549]
best-of-all-drinks: BEST OF ALL DRINKS. bbox=[791, 1127, 899, 1137]
